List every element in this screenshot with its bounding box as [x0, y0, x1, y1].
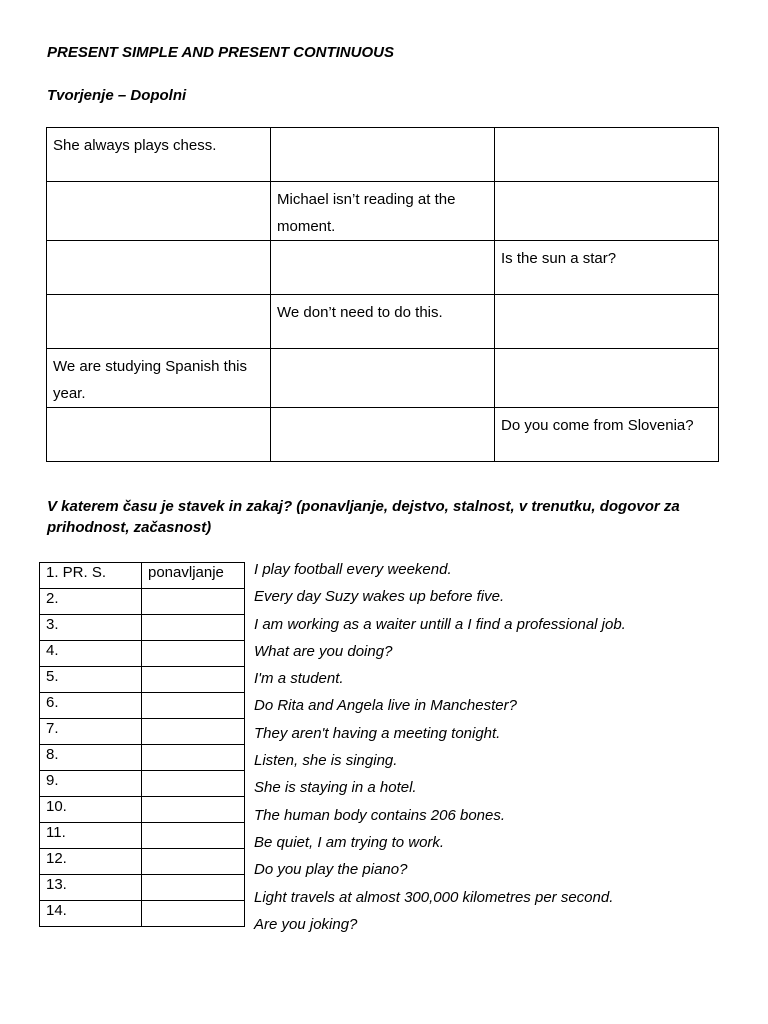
grid-row: [47, 408, 719, 462]
grid-cell[interactable]: [495, 182, 719, 241]
sentence-item: What are you doing?: [254, 642, 393, 660]
answer-reason-cell[interactable]: [142, 745, 245, 771]
answer-row: [40, 641, 245, 667]
grid-cell[interactable]: Is the sun a star?: [495, 241, 719, 295]
grid-cell[interactable]: [271, 128, 495, 182]
answer-table: [39, 562, 245, 927]
answer-row: [40, 563, 245, 589]
grid-row: [47, 295, 719, 349]
sentence-item: They aren't having a meeting tonight.: [254, 724, 501, 742]
grid-cell[interactable]: [271, 408, 495, 462]
section-heading-dopolni: Tvorjenje – Dopolni: [47, 87, 187, 104]
grid-cell[interactable]: She always plays chess.: [47, 128, 271, 182]
answer-number-cell[interactable]: 2.: [40, 589, 142, 615]
answer-reason-cell[interactable]: [142, 641, 245, 667]
grid-cell[interactable]: Michael isn’t reading at the moment.: [271, 182, 495, 241]
answer-number-cell[interactable]: 6.: [40, 693, 142, 719]
answer-row: [40, 693, 245, 719]
answer-number-cell[interactable]: 9.: [40, 771, 142, 797]
grid-cell[interactable]: [271, 349, 495, 408]
sentence-item: Every day Suzy wakes up before five.: [254, 588, 505, 606]
sentence-item: Do Rita and Angela live in Manchester?: [254, 697, 517, 715]
grid-row: [47, 349, 719, 408]
answer-row: [40, 797, 245, 823]
sentence-item: I'm a student.: [254, 670, 344, 688]
answer-number-cell[interactable]: 4.: [40, 641, 142, 667]
answer-reason-cell[interactable]: [142, 849, 245, 875]
answer-reason-cell[interactable]: [142, 875, 245, 901]
answer-reason-cell[interactable]: [142, 719, 245, 745]
answer-row: [40, 849, 245, 875]
answer-number-cell[interactable]: 10.: [40, 797, 142, 823]
grid-cell[interactable]: Do you come from Slovenia?: [495, 408, 719, 462]
answer-number-cell[interactable]: 14.: [40, 901, 142, 927]
answer-reason-cell[interactable]: [142, 771, 245, 797]
question-heading: V katerem času je stavek in zakaj? (ponavljanje, dejstvo, stalnost, v trenutku, dogovor za prihodnost, začasnost): [47, 498, 680, 536]
sentence-item: I play football every weekend.: [254, 561, 452, 578]
answer-row: [40, 823, 245, 849]
sentence-item: The human body contains 206 bones.: [254, 806, 506, 824]
answer-reason-cell[interactable]: [142, 901, 245, 927]
grid-cell[interactable]: [47, 408, 271, 462]
answer-number-cell[interactable]: 3.: [40, 615, 142, 641]
transformation-table: [46, 127, 719, 462]
answer-row: [40, 667, 245, 693]
answer-number-cell[interactable]: 5.: [40, 667, 142, 693]
sentence-item: Listen, she is singing.: [254, 752, 398, 770]
answer-row: [40, 771, 245, 797]
answer-number-cell[interactable]: 12.: [40, 849, 142, 875]
answer-row: [40, 901, 245, 927]
answer-number-cell[interactable]: 11.: [40, 823, 142, 849]
grid-cell[interactable]: [495, 295, 719, 349]
answer-number-cell[interactable]: 13.: [40, 875, 142, 901]
sentence-item: I am working as a waiter untill a I find a professional job.: [254, 615, 626, 633]
answer-row: [40, 589, 245, 615]
answer-row: [40, 615, 245, 641]
answer-reason-cell[interactable]: [142, 693, 245, 719]
answer-reason-cell[interactable]: ponavljanje: [142, 563, 245, 589]
grid-cell[interactable]: [47, 182, 271, 241]
grid-cell[interactable]: [495, 349, 719, 408]
answer-reason-cell[interactable]: [142, 589, 245, 615]
sentence-item: Are you joking?: [254, 915, 358, 933]
grid-cell[interactable]: [495, 128, 719, 182]
answer-number-cell[interactable]: 8.: [40, 745, 142, 771]
grid-cell[interactable]: We don’t need to do this.: [271, 295, 495, 349]
page-title: PRESENT SIMPLE AND PRESENT CONTINUOUS: [47, 44, 394, 61]
sentence-item: She is staying in a hotel.: [254, 779, 417, 797]
grid-row: [47, 128, 719, 182]
sentence-item: Light travels at almost 300,000 kilometres per second.: [254, 888, 614, 906]
answer-number-cell[interactable]: 7.: [40, 719, 142, 745]
grid-cell[interactable]: [47, 295, 271, 349]
answer-reason-cell[interactable]: [142, 667, 245, 693]
sentence-item: Do you play the piano?: [254, 861, 408, 879]
answer-row: [40, 875, 245, 901]
grid-cell[interactable]: [271, 241, 495, 295]
answer-row: [40, 745, 245, 771]
answer-number-cell[interactable]: 1. PR. S.: [40, 563, 142, 589]
grid-row: [47, 241, 719, 295]
sentence-list: [254, 559, 626, 941]
answer-row: [40, 719, 245, 745]
grid-cell[interactable]: [47, 241, 271, 295]
grid-cell[interactable]: We are studying Spanish this year.: [47, 349, 271, 408]
answer-reason-cell[interactable]: [142, 823, 245, 849]
answer-reason-cell[interactable]: [142, 797, 245, 823]
answer-reason-cell[interactable]: [142, 615, 245, 641]
sentence-item: Be quiet, I am trying to work.: [254, 833, 445, 851]
grid-row: [47, 182, 719, 241]
